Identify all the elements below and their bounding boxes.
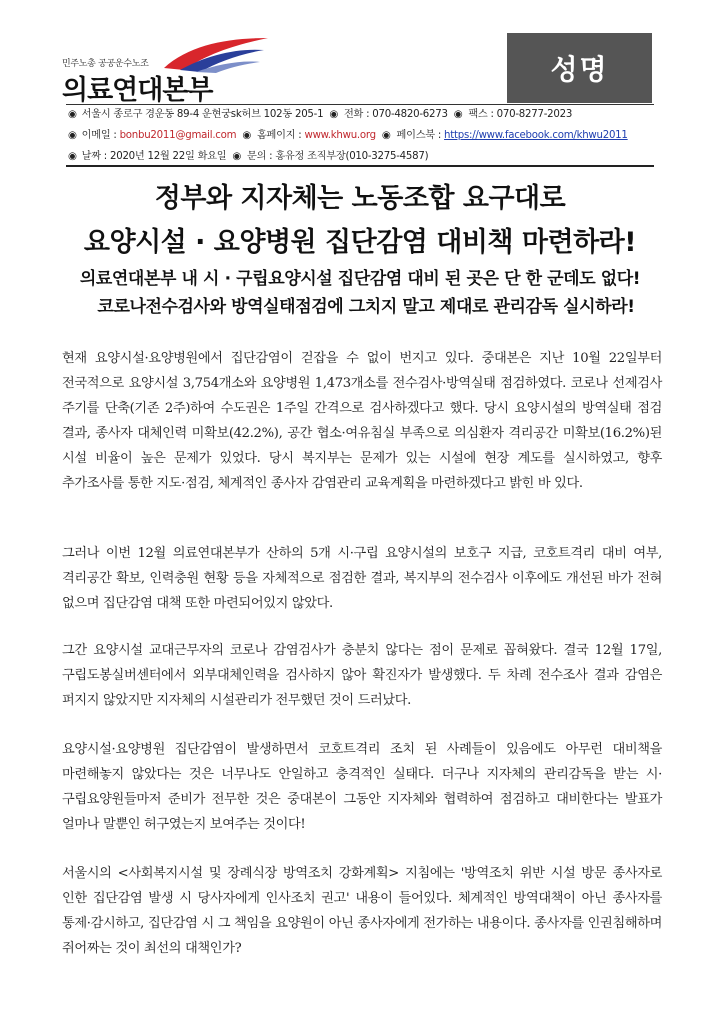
logo-org-name: 의료연대본부 (62, 75, 213, 106)
headline-line-2: 요양시설 · 요양병원 집단감염 대비책 마련하라! (83, 227, 637, 258)
bullet-icon: ◉ (242, 130, 251, 141)
bullet-icon: ◉ (381, 130, 391, 141)
homepage-link[interactable]: www.khwu.org (304, 130, 376, 141)
address-text: 서울시 종로구 경운동 89-4 운현궁sk허브 102동 205-1 (81, 109, 324, 120)
bullet-icon: ◉ (232, 151, 241, 162)
subheadline-line-2: 코로나전수검사와 방역실태점검에 그치지 말고 제대로 관리감독 실시하라! (97, 297, 635, 317)
contact-text: 문의 : 홍유정 조직부장(010-3275-4587) (247, 151, 429, 162)
phone-text: 전화 : 070-4820-6273 (343, 109, 448, 120)
contact-info-block (68, 104, 668, 167)
facebook-label: 페이스북 : (396, 130, 445, 141)
statement-badge: 성명 (507, 33, 652, 103)
body-paragraph-5: 서울시의 <사회복지시설 및 장례식장 방역조치 강화계획> 지침에는 '방역조치 위반 시설 방문 종사자로 인한 집단감염 발생 시 당사자에게 인사조치 권고' 내용이 들어있다. 체계적인 방역대책이 아닌 종사자를 통제·감시하고, 집단감염 시 그 책임을 요양원이 아닌 종사자에게 전가하는 내용이다. 종사자를 인권침해하며 쥐어짜는 것이 최선의 대책인가? (62, 866, 662, 956)
bullet-icon: ◉ (453, 109, 463, 120)
homepage-label: 홈페이지 : (256, 130, 305, 141)
email-label: 이메일 : (81, 130, 120, 141)
date-text: 날짜 : 2020년 12월 22일 화요일 (81, 151, 227, 162)
body-paragraph-2: 그러나 이번 12월 의료연대본부가 산하의 5개 시·구립 요양시설의 보호구 지급, 코호트격리 대비 여부, 격리공간 확보, 인력충원 현황 등을 자체적으로 점검한 결과, 복지부의 전수검사 이후에도 개선된 바가 전혀 없으며 집단감염 대책 또한 마련되어있지 않았다. (62, 546, 662, 611)
body-paragraph-1: 현재 요양시설·요양병원에서 집단감염이 걷잡을 수 없이 번지고 있다. 중대본은 지난 10월 22일부터 전국적으로 요양시설 3,754개소와 요양병원 1,473개소를 전수검사·방역실태 점검하였다. 코로나 선제검사 주기를 단축(기존 2주)하여 수도권은 1주일 간격으로 검사하겠다고 했다. 당시 요양시설의 방역실태 점검 결과, 종사자 대체인력 미확보(42.2%), 공간 협소·여유침실 부족으로 의심환자 격리공간 미확보(16.2%)된 시설 비율이 높은 문제가 있었다. 당시 복지부는 문제가 있는 시설에 현장 계도를 실시하였고, 향후 추가조사를 통한 지도·점검, 체계적인 종사자 감염관리 교육계획을 마련하겠다고 밝힌 바 있다. (62, 351, 662, 491)
info-row-online (68, 125, 668, 146)
info-row-date (68, 146, 668, 167)
fax-text: 팩스 : 070-8277-2023 (468, 109, 573, 120)
headline-line-1: 정부와 지자체는 노동조합 요구대로 (154, 183, 566, 214)
body-paragraph-3: 그간 요양시설 교대근무자의 코로나 감염검사가 충분치 않다는 점이 문제로 꼽혀왔다. 결국 12월 17일, 구립도봉실버센터에서 외부대체인력을 검사하지 않아 확진자가 발생했다. 두 차례 전수조사 결과 감염은 퍼지지 않았지만 지자체의 시설관리가 전무했던 것이 드러났다. (62, 643, 662, 708)
bullet-icon: ◉ (68, 151, 77, 162)
bullet-icon: ◉ (329, 109, 338, 120)
org-logo (62, 34, 282, 104)
header-divider-bottom (66, 165, 654, 167)
email-link[interactable]: bonbu2011@gmail.com (119, 130, 237, 141)
info-row-address (68, 104, 668, 125)
bullet-icon: ◉ (68, 130, 77, 141)
facebook-link[interactable]: https://www.facebook.com/khwu2011 (444, 130, 628, 141)
logo-union-name: 민주노총 공공운수노조 (62, 59, 149, 69)
subheadline-line-1: 의료연대본부 내 시 · 구립요양시설 집단감염 대비 된 곳은 단 한 군데도 없다! (79, 269, 641, 289)
body-paragraph-4: 요양시설·요양병원 집단감염이 발생하면서 코호트격리 조치 된 사례들이 있음에도 아무런 대비책을 마련해놓지 않았다는 것은 너무나도 안일하고 충격적인 실태다. 더구나 지자체의 관리감독을 받는 시·구립요양원들마저 준비가 전무한 것은 중대본이 그동안 지자체와 협력하여 점검하고 대비한다는 발표가 얼마나 말뿐인 허구였는지 보여주는 것이다! (62, 742, 662, 832)
bullet-icon: ◉ (68, 109, 77, 120)
